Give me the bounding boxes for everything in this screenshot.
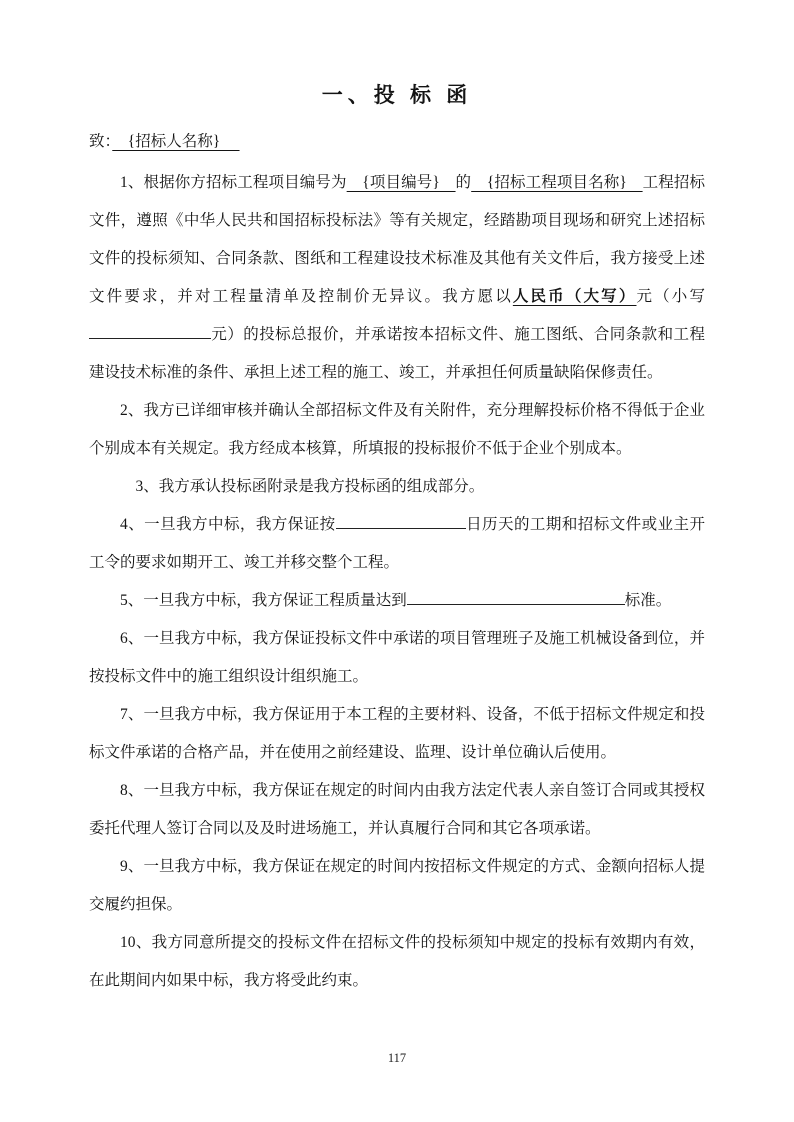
paragraph-3: 3、我方承认投标函附录是我方投标函的组成部分。	[135, 478, 485, 495]
placeholder-underline: 人民币（大写）	[512, 288, 637, 305]
paragraph-10: 10、我方同意所提交的投标文件在招标文件的投标须知中规定的投标有效期内有效，在此期间内如果中标，我方将受此约束。	[89, 934, 705, 989]
paragraph-1: 1、根据你方招标工程项目编号为 {项目编号} 的 {招标工程项目名称} 工程招标文件，遵照《中华人民共和国招标投标法》等有关规定，经踏勘项目现场和研究上述招标文件的投标须知、合同条款、图纸和工程建设技术标准及其他有关文件后，我方接受上述文件要求，并对工程量清单及控制价无异议。我方愿以人民币（大写）元（小写元）的投标总报价，并承诺按本招标文件、施工图纸、合同条款和工程建设技术标准的条件、承担上述工程的施工、竣工，并承担任何质量缺陷保修责任。	[89, 174, 705, 381]
fill-in-blank	[336, 513, 466, 529]
paragraph-8: 8、一旦我方中标，我方保证在规定的时间内由我方法定代表人亲自签订合同或其授权委托代理人签订合同以及及时进场施工，并认真履行合同和其它各项承诺。	[89, 782, 705, 837]
fill-in-blank	[89, 323, 211, 339]
salutation-line	[89, 126, 705, 158]
page-number: 117	[387, 1051, 407, 1065]
paragraph-2: 2、我方已详细审核并确认全部招标文件及有关附件，充分理解投标价格不得低于企业个别成本有关规定。我方经成本核算，所填报的投标报价不低于企业个别成本。	[89, 402, 705, 457]
salutation-label: 致：	[89, 133, 113, 150]
recipient-name-placeholder: {招标人名称}	[112, 133, 240, 150]
placeholder-underline: {招标工程项目名称}	[471, 174, 643, 191]
paragraph-7: 7、一旦我方中标，我方保证用于本工程的主要材料、设备，不低于招标文件规定和投标文件承诺的合格产品，并在使用之前经建设、监理、设计单位确认后使用。	[89, 706, 705, 761]
placeholder-underline: {项目编号}	[346, 174, 456, 191]
paragraph-4: 4、一旦我方中标，我方保证按 日历天的工期和招标文件或业主开工令的要求如期开工、竣工并移交整个工程。	[89, 506, 705, 582]
paragraph-6: 6、一旦我方中标，我方保证投标文件中承诺的项目管理班子及施工机械设备到位，并按投标文件中的施工组织设计组织施工。	[89, 630, 705, 685]
fill-in-blank	[407, 589, 625, 605]
document-title: 一、投 标 函	[321, 83, 473, 107]
paragraph-9: 9、一旦我方中标，我方保证在规定的时间内按招标文件规定的方式、金额向招标人提交履约担保。	[89, 858, 705, 913]
paragraphs	[89, 164, 705, 1000]
paragraph-5: 5、一旦我方中标，我方保证工程质量达到 标准。	[89, 582, 705, 620]
